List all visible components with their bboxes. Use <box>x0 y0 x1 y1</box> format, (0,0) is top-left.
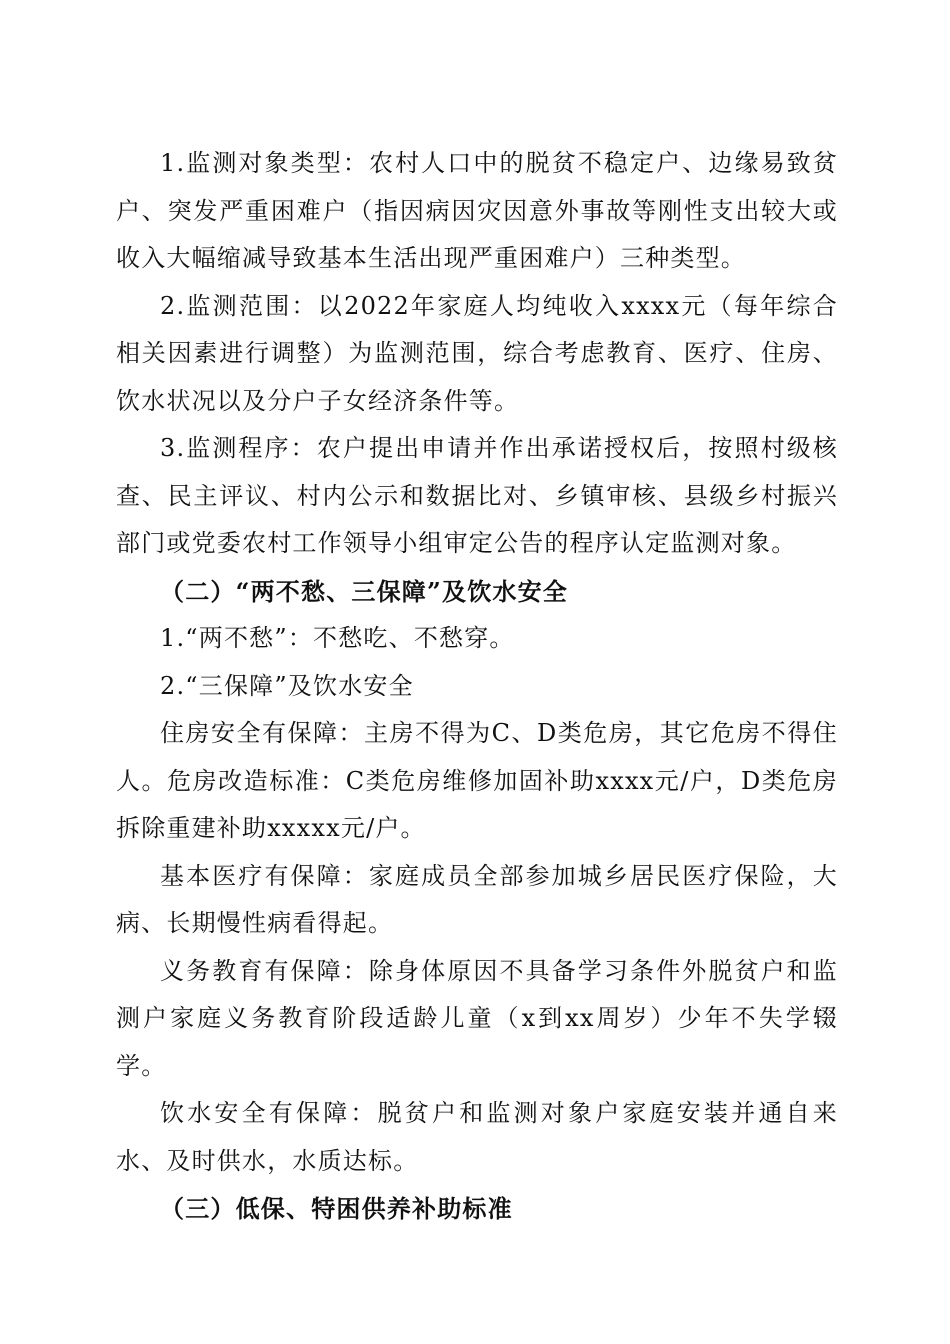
section-heading-two-assurances: （二）“两不愁、三保障”及饮水安全 <box>160 576 569 606</box>
paragraph-monitoring-procedure: 3.监测程序：农户提出申请并作出承诺授权后，按照村级核查、民主评议、村内公示和数据比对、乡镇审核、县级乡村振兴部门或党委农村工作领导小组审定公告的程序认定监测对象。 <box>116 434 838 557</box>
paragraph-compulsory-education: 义务教育有保障：除身体原因不具备学习条件外脱贫户和监测户家庭义务教育阶段适龄儿童（x到xx周岁）少年不失学辍学。 <box>116 956 838 1080</box>
section-heading-subsidy-standards: （三）低保、特困供养补助标准 <box>160 1194 513 1223</box>
paragraph-monitoring-types: 1.监测对象类型：农村人口中的脱贫不稳定户、边缘易致贫户、突发严重困难户（指因病因灾因意外事故等刚性支出较大或收入大幅缩减导致基本生活出现严重困难户）三种类型。 <box>116 149 838 272</box>
paragraph-basic-medical: 基本医疗有保障：家庭成员全部参加城乡居民医疗保险，大病、长期慢性病看得起。 <box>116 861 838 937</box>
paragraph-drinking-water: 饮水安全有保障：脱贫户和监测对象户家庭安装并通自来水、及时供水，水质达标。 <box>116 1099 838 1175</box>
paragraph-three-guarantees-title: 2.“三保障”及饮水安全 <box>160 671 414 700</box>
paragraph-two-no-worries: 1.“两不愁”：不愁吃、不愁穿。 <box>160 624 515 652</box>
paragraph-housing-safety: 住房安全有保障：主房不得为C、D类危房，其它危房不得住人。危房改造标准：C类危房维修加固补助xxxx元/户，D类危房拆除重建补助xxxxx元/户。 <box>116 719 838 842</box>
document-body <box>116 140 838 1233</box>
paragraph-monitoring-scope: 2.监测范围：以2022年家庭人均纯收入xxxx元（每年综合相关因素进行调整）为监测范围，综合考虑教育、医疗、住房、饮水状况以及分户子女经济条件等。 <box>116 291 838 415</box>
